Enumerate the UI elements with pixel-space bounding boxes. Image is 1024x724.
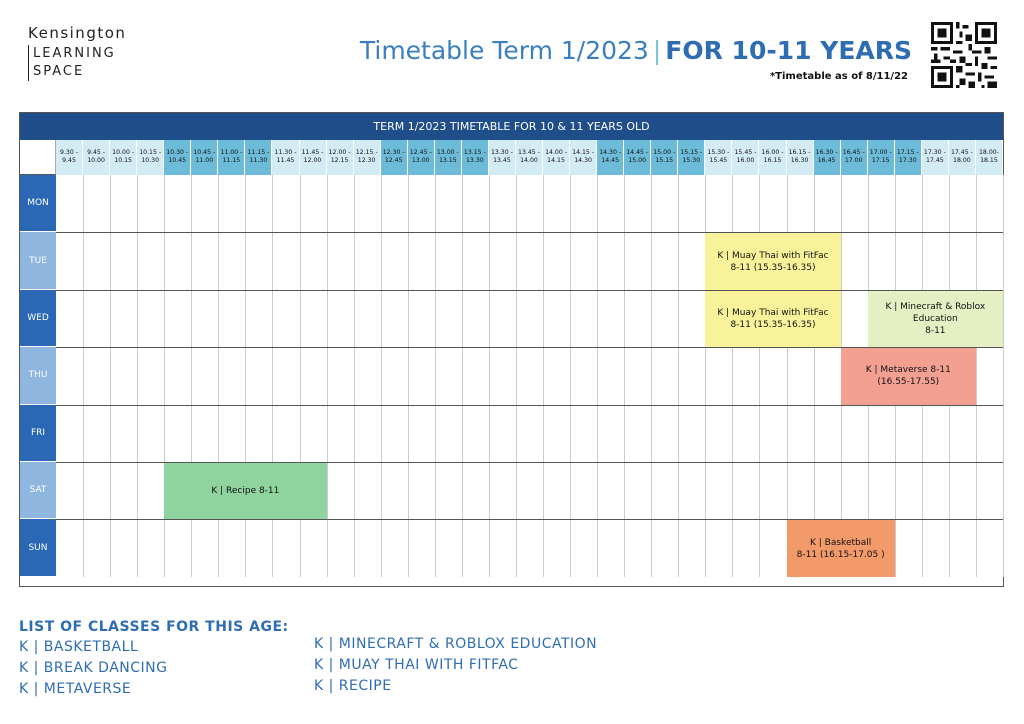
time-slot-label: 15.00 (628, 157, 647, 164)
classes-list-col2 (314, 634, 597, 697)
time-slot-header (841, 140, 868, 175)
class-block-line: K | Metaverse 8-11 (865, 365, 951, 376)
time-slot-label: 13.30 (466, 157, 484, 164)
time-slot-label: 15.30 (682, 157, 701, 164)
time-slot-header (597, 140, 624, 175)
kensington-logo (28, 24, 126, 81)
time-slot-header (218, 140, 245, 175)
day-label-sun: SUN (20, 519, 56, 576)
grid-column-line (462, 175, 463, 577)
class-list-item: K | METAVERSE (19, 681, 132, 697)
time-slot-label: 11.30 (249, 157, 268, 164)
corner-cell (20, 140, 56, 175)
time-slot-label: 14.15 (547, 157, 565, 164)
time-slot-header (922, 140, 949, 175)
classes-list-col1 (19, 637, 168, 700)
time-slot-header (543, 140, 570, 175)
title-main: Timetable Term 1/2023 (359, 36, 649, 65)
class-block[interactable] (841, 348, 976, 404)
time-slot-label: 12.15 (330, 157, 349, 164)
time-slot-header (137, 140, 164, 175)
class-list-item: K | MINECRAFT & ROBLOX EDUCATION (314, 636, 598, 652)
time-slot-header (651, 140, 678, 175)
grid-column-line (597, 175, 598, 577)
time-slot-label: 16.30 (790, 157, 809, 164)
time-slot-header (570, 140, 597, 175)
day-label-thu: THU (20, 347, 56, 404)
time-slot-label: 15.45 (709, 157, 728, 164)
time-slot-label: 14.30 (574, 157, 592, 164)
class-block-text (717, 250, 828, 274)
class-list-item: K | BREAK DANCING (19, 660, 168, 676)
class-block-line: 8-11 (16.15-17.05 ) (796, 549, 885, 560)
grid-column-line (489, 175, 490, 577)
class-list-item: K | BASKETBALL (19, 639, 139, 655)
time-slot-label: 10.00 (87, 157, 105, 164)
class-block-text (717, 307, 828, 331)
grid-column-line (678, 175, 679, 577)
time-slot-label: 14.00 - (545, 149, 567, 156)
time-slot-label: 12.45 (384, 157, 403, 164)
time-slot-header (949, 140, 976, 175)
time-slot-label: 10.30 - (166, 149, 189, 156)
grid-column-line (381, 175, 382, 577)
class-block[interactable] (705, 291, 840, 347)
time-slot-label: 18.15 (980, 157, 998, 164)
time-slot-header (327, 140, 354, 175)
time-slot-label: 16.30 - (815, 149, 838, 156)
class-block-line: K | Recipe 8-11 (211, 486, 280, 497)
grid-column-line (570, 175, 571, 577)
time-slot-header (245, 140, 272, 175)
time-slot-header (354, 140, 381, 175)
time-slot-label: 10.00 - (112, 149, 135, 156)
time-slot-label: 13.15 (438, 157, 457, 164)
time-slot-header (164, 140, 191, 175)
logo-line-learning: LEARNING (33, 46, 116, 61)
time-slot-label: 12.45 - (409, 149, 432, 156)
time-slot-header (895, 140, 922, 175)
time-slot-header (110, 140, 137, 175)
grid-row-line (56, 232, 1003, 233)
time-slot-label: 14.45 (601, 157, 620, 164)
time-slot-label: 17.00 (844, 157, 863, 164)
class-block[interactable] (787, 520, 895, 576)
time-slot-header (787, 140, 814, 175)
time-slot-label: 18.00- (978, 149, 999, 156)
time-slot-label: 10.15 - (139, 149, 162, 156)
time-slot-label: 17.30 - (923, 149, 946, 156)
time-slot-label: 11.30 - (274, 149, 297, 156)
day-label-wed: WED (20, 290, 56, 347)
time-slot-label: 17.30 (898, 157, 917, 164)
time-slot-header (381, 140, 408, 175)
time-slot-label: 12.30 - (382, 149, 405, 156)
time-slot-label: 16.00 (736, 157, 755, 164)
time-slot-label: 14.15 - (572, 149, 595, 156)
time-slot-header (462, 140, 489, 175)
time-slot-header (300, 140, 327, 175)
class-block-line: K | Muay Thai with FitFac (717, 250, 829, 261)
class-block-line: Education (912, 313, 958, 324)
class-list-item: K | RECIPE (314, 678, 392, 694)
grid-column-line (435, 175, 436, 577)
time-slot-label: 11.15 - (247, 149, 270, 156)
day-label-fri: FRI (20, 405, 56, 462)
time-slot-label: 17.15 - (896, 149, 919, 156)
time-slot-header (678, 140, 705, 175)
time-slot-label: 10.45 (168, 157, 187, 164)
class-block-line: 8-11 (15.35-16.35) (730, 262, 816, 273)
time-slot-label: 13.45 - (518, 149, 540, 156)
time-slot-label: 14.00 (520, 157, 538, 164)
class-block-line: K | Minecraft & Roblox (885, 301, 986, 312)
logo-line-space: SPACE (33, 64, 85, 79)
class-block-text (211, 485, 279, 497)
class-block-line: K | Basketball (810, 537, 872, 548)
time-slot-header (489, 140, 516, 175)
time-slot-label: 15.00 - (653, 149, 676, 156)
time-slot-header (705, 140, 732, 175)
time-slot-label: 12.15 - (355, 149, 378, 156)
title-age: FOR 10-11 YEARS (665, 36, 912, 65)
time-slot-label: 14.45 - (626, 149, 649, 156)
time-slot-label: 14.30 - (599, 149, 622, 156)
time-slot-header (976, 140, 1003, 175)
time-slot-header (814, 140, 841, 175)
time-slot-label: 17.15 (871, 157, 890, 164)
time-slot-label: 12.00 - (328, 149, 351, 156)
time-slot-label: 12.00 (303, 157, 322, 164)
class-block-line: K | Muay Thai with FitFac (717, 307, 829, 318)
time-slot-header (516, 140, 543, 175)
time-slot-header (408, 140, 435, 175)
class-block-line: 8-11 (925, 325, 946, 336)
grid-column-line (1003, 175, 1004, 577)
time-slot-label: 17.45 (925, 157, 944, 164)
time-slot-label: 10.15 (114, 157, 132, 164)
title-separator: | (652, 36, 662, 65)
time-slot-label: 11.00 - (220, 149, 243, 156)
timetable-title: TERM 1/2023 TIMETABLE FOR 10 & 11 YEARS OLD (20, 113, 1003, 140)
time-slot-header (732, 140, 759, 175)
grid-column-line (327, 175, 328, 577)
class-block[interactable] (868, 291, 1003, 347)
time-slot-header (868, 140, 895, 175)
time-slot-label: 15.30 - (707, 149, 730, 156)
logo-line-2 (28, 45, 126, 81)
class-block-text (885, 301, 985, 337)
time-slot-label: 16.45 (817, 157, 836, 164)
grid-column-line (516, 175, 517, 577)
qr-code-icon (931, 22, 997, 88)
time-slot-label: 17.45 - (950, 149, 973, 156)
grid-column-line (83, 175, 84, 577)
grid-column-line (976, 175, 977, 577)
time-slot-label: 10.45 - (193, 149, 216, 156)
time-slot-label: 16.45 - (842, 149, 865, 156)
time-slot-label: 15.15 (655, 157, 674, 164)
class-list-item: K | MUAY THAI WITH FITFAC (314, 657, 519, 673)
grid-column-line (543, 175, 544, 577)
day-label-tue: TUE (20, 232, 56, 289)
grid-row-line (56, 290, 1003, 291)
time-slot-label: 18.00 (953, 157, 971, 164)
time-slot-label: 13.45 (493, 157, 511, 164)
time-slot-header (435, 140, 462, 175)
time-slot-label: 13.30 - (490, 149, 513, 156)
time-slot-label: 11.45 (276, 157, 295, 164)
class-block-line: 8-11 (15.35-16.35) (730, 319, 816, 330)
grid-column-line (624, 175, 625, 577)
time-slot-label: 13.00 (411, 157, 430, 164)
grid-column-line (651, 175, 652, 577)
time-slot-label: 9.30 - (60, 149, 79, 156)
time-slot-label: 11.15 (222, 157, 241, 164)
day-label-sat: SAT (20, 462, 56, 519)
timetable-grid (19, 112, 1004, 587)
class-block-text (797, 537, 885, 561)
timetable-as-of: *Timetable as of 8/11/22 (769, 71, 908, 82)
time-slot-label: 15.15 - (680, 149, 703, 156)
grid-column-line (354, 175, 355, 577)
classes-list-heading: LIST OF CLASSES FOR THIS AGE: (19, 619, 289, 635)
time-slot-label: 9.45 (62, 157, 76, 164)
time-slot-label: 11.45 - (301, 149, 324, 156)
time-slot-header (272, 140, 299, 175)
time-slot-header (191, 140, 218, 175)
time-slot-label: 16.15 - (788, 149, 811, 156)
time-slot-header (83, 140, 110, 175)
time-slot-header (759, 140, 786, 175)
time-slot-label: 13.00 - (436, 149, 459, 156)
grid-column-line (408, 175, 409, 577)
class-block[interactable] (164, 463, 326, 519)
time-slot-label: 10.30 (141, 157, 160, 164)
time-slot-header (56, 140, 83, 175)
time-slot-label: 9.45 - (87, 149, 106, 156)
page-title (360, 36, 912, 65)
time-slot-label: 16.15 (763, 157, 782, 164)
class-block-line: (16.55-17.55) (877, 377, 940, 388)
class-block[interactable] (705, 233, 840, 289)
class-block-text (866, 364, 951, 388)
time-slot-label: 16.00 - (761, 149, 784, 156)
grid-column-line (110, 175, 111, 577)
time-slot-label: 12.30 (357, 157, 376, 164)
grid-column-line (137, 175, 138, 577)
time-slot-label: 17.00 - (869, 149, 892, 156)
day-label-mon: MON (20, 175, 56, 232)
grid-row-line (56, 405, 1003, 406)
time-slot-label: 11.00 (195, 157, 214, 164)
logo-line-1: Kensington (28, 24, 127, 42)
time-slot-label: 15.45 - (734, 149, 757, 156)
time-slot-label: 13.15 - (463, 149, 486, 156)
time-slot-header (624, 140, 651, 175)
